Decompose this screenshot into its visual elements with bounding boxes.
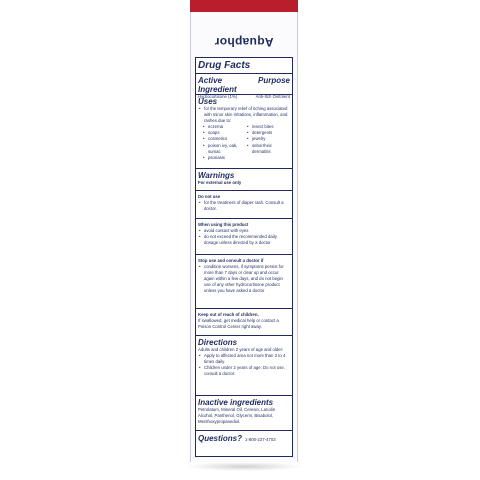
keep-out-text: If swallowed, get medical help or contact a Poison Control Center right away. <box>198 318 279 330</box>
box-shadow <box>185 462 303 471</box>
when-using-section <box>198 222 290 246</box>
list-item: • Apply to affected area not more than 3 to 4 times daily. <box>198 353 290 365</box>
when-using-heading: When using this product <box>198 222 249 227</box>
list-item: • do not exceed the recommended daily dosage unless directed by a doctor <box>198 234 290 246</box>
active-ingredient: Hydrocortisone (1%) <box>198 94 238 99</box>
list-item: • seborrheic dermatitis <box>246 143 290 155</box>
stop-use-text: • condition worsens, if symptoms persist for more than 7 days or clear up and occur again within a few days, and do not begin use of any other hydrocortisone product unless you have asked a doctor <box>198 264 290 294</box>
divider <box>196 218 292 219</box>
inactive-text: Petrolatum, Mineral Oil, Ceresin, Lanolin Alcohol, Panthenol, Glycerin, Bisabolol, Menthoxypropanediol. <box>198 407 276 425</box>
divider <box>196 254 292 255</box>
stop-use-section <box>198 258 290 295</box>
keep-out-heading: Keep out of reach of children. <box>198 312 259 317</box>
active-ingredient-heading: Active Ingredient <box>198 76 237 94</box>
warnings-heading: Warnings <box>198 171 235 180</box>
divider <box>196 73 292 74</box>
questions-section <box>198 434 290 443</box>
keep-out-section <box>198 312 290 330</box>
warnings-section <box>198 171 290 186</box>
uses-heading: Uses <box>198 97 218 106</box>
purpose: Anti-Itch Ointment <box>255 94 290 99</box>
stop-use-heading: Stop use and consult a doctor if <box>198 258 264 263</box>
divider <box>196 308 292 309</box>
inactive-heading: Inactive ingredients <box>198 398 274 407</box>
list-item: • poison ivy, oak, sumac <box>202 143 246 155</box>
list-item: • insect bites <box>246 124 290 130</box>
list-item: • Children under 2 years of age: Do not use, consult a doctor. <box>198 365 290 377</box>
divider <box>196 395 292 396</box>
list-item: • avoid contact with eyes <box>198 228 290 234</box>
directions-intro: Adults and children 2 years of age and older: <box>198 347 284 352</box>
divider <box>196 168 292 169</box>
purpose-heading: Purpose <box>257 76 290 85</box>
uses-section <box>198 97 290 161</box>
list-item: • soaps <box>202 130 246 136</box>
red-box-top <box>190 0 298 12</box>
list-item: • jewelry <box>246 136 290 142</box>
uses-text: • for the temporary relief of itching associated with minor skin irritations, inflammation, and rashes due to: <box>198 106 290 124</box>
do-not-use-section <box>198 194 290 212</box>
divider <box>196 94 292 95</box>
directions-section <box>198 338 290 377</box>
divider <box>196 430 292 431</box>
divider <box>196 335 292 336</box>
drug-facts-title-section <box>198 60 290 71</box>
list-item: • eczema <box>202 124 246 130</box>
list-item: • psoriasis <box>202 155 246 161</box>
brand-logo: Aquaphor <box>214 35 274 49</box>
inactive-ingredients-section <box>198 398 290 425</box>
warnings-sub: For external use only <box>198 180 242 185</box>
divider <box>196 190 292 191</box>
questions-heading: Questions? <box>198 434 243 443</box>
phone-number: 1-800-227-4703 <box>245 437 276 442</box>
drug-facts-panel <box>195 57 293 457</box>
directions-heading: Directions <box>198 338 238 347</box>
do-not-use-heading: Do not use <box>198 194 221 199</box>
drug-facts-title: Drug Facts <box>198 60 251 71</box>
list-item: • cosmetics <box>202 136 246 142</box>
list-item: • detergents <box>246 130 290 136</box>
do-not-use-text: • for the treatment of diaper rash. Consult a doctor. <box>198 200 290 212</box>
